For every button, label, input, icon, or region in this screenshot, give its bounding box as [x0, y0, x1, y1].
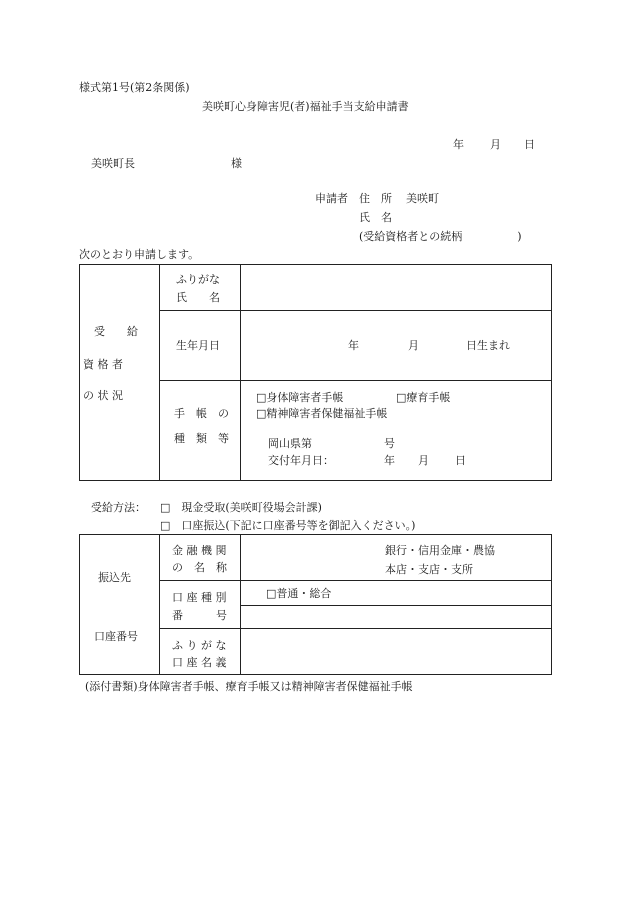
- eligibility-section-label-1: 受 給: [94, 325, 138, 338]
- institution-label-1: 金 融 機 関: [172, 544, 227, 557]
- issue-day: 日: [455, 454, 466, 467]
- bank-row-line-1: [159, 580, 552, 581]
- account-type-label-1: 口 座 種 別: [172, 591, 227, 604]
- date-month: 月: [490, 138, 501, 151]
- name-input[interactable]: [340, 274, 341, 275]
- issue-month: 月: [418, 454, 429, 467]
- institution-types: 銀行・信用金庫・農協: [385, 544, 495, 557]
- bank-divider-1: [159, 534, 160, 675]
- payment-option-cash[interactable]: □ 現金受取(美咲町役場会計課): [160, 501, 322, 514]
- eligibility-row-line-1: [159, 310, 552, 311]
- applicant-label: 申請者: [315, 192, 348, 205]
- birth-month: 月: [408, 339, 419, 352]
- payment-method-label: 受給方法：: [91, 501, 146, 514]
- birth-year: 年: [348, 339, 359, 352]
- addressee-honorific: 様: [231, 157, 242, 170]
- option-rehabilitation-handbook[interactable]: □療育手帳: [396, 391, 451, 404]
- date-day: 日: [524, 138, 535, 151]
- name-label: 氏 名: [359, 211, 392, 224]
- issue-year: 年: [384, 454, 395, 467]
- eligibility-section-label-3: の 状 況: [83, 389, 123, 402]
- address-value: 美咲町: [406, 192, 439, 205]
- relation-label: (受給資格者との続柄 ): [359, 230, 522, 243]
- account-number-section-label: 口座番号: [94, 630, 138, 643]
- prefecture-prefix: 岡山県第: [268, 437, 312, 450]
- form-title: 美咲町心身障害児(者)福祉手当支給申請書: [202, 100, 409, 113]
- eligibility-divider-2: [240, 264, 241, 481]
- handbook-label-1: 手 帳 の: [174, 407, 229, 420]
- name-field-label: 氏 名: [176, 291, 220, 304]
- form-number: 様式第1号(第2条関係): [79, 81, 190, 94]
- holder-label-2: 口 座 名 義: [172, 656, 227, 669]
- holder-label-1: ふ り が な: [172, 639, 227, 652]
- eligibility-divider-1: [159, 264, 160, 481]
- bank-row-line-3: [159, 628, 552, 629]
- institution-label-2: の 名 称: [172, 561, 227, 574]
- option-mental-handbook[interactable]: □精神障害者保健福祉手帳: [256, 407, 388, 420]
- account-type-option[interactable]: □普通・総合: [266, 587, 332, 600]
- issue-date-label: 交付年月日：: [268, 454, 334, 467]
- eligibility-table-border: [79, 264, 552, 481]
- eligibility-section-label-2: 資 格 者: [83, 358, 123, 371]
- branch-types: 本店・支店・支所: [385, 563, 473, 576]
- date-year: 年: [453, 138, 464, 151]
- birthdate-label: 生年月日: [176, 339, 220, 352]
- intro-text: 次のとおり申請します。: [79, 248, 200, 261]
- option-physical-handbook[interactable]: □身体障害者手帳: [256, 391, 344, 404]
- payment-option-transfer[interactable]: □ 口座振込(下記に口座番号等を御記入ください。): [160, 519, 416, 532]
- bank-row-line-2: [240, 605, 552, 606]
- handbook-label-2: 種 類 等: [174, 432, 229, 445]
- attachments-note: (添付書類)身体障害者手帳、療育手帳又は精神障害者保健福祉手帳: [85, 680, 413, 693]
- eligibility-row-line-2: [159, 380, 552, 381]
- furigana-label: ふりがな: [176, 273, 220, 286]
- transfer-destination-label: 振込先: [98, 571, 131, 584]
- number-suffix: 号: [384, 437, 395, 450]
- account-type-label-2: 番 号: [172, 609, 227, 622]
- addressee-name: 美咲町長: [91, 157, 135, 170]
- address-label: 住 所: [359, 192, 392, 205]
- birth-suffix: 日生まれ: [466, 339, 510, 352]
